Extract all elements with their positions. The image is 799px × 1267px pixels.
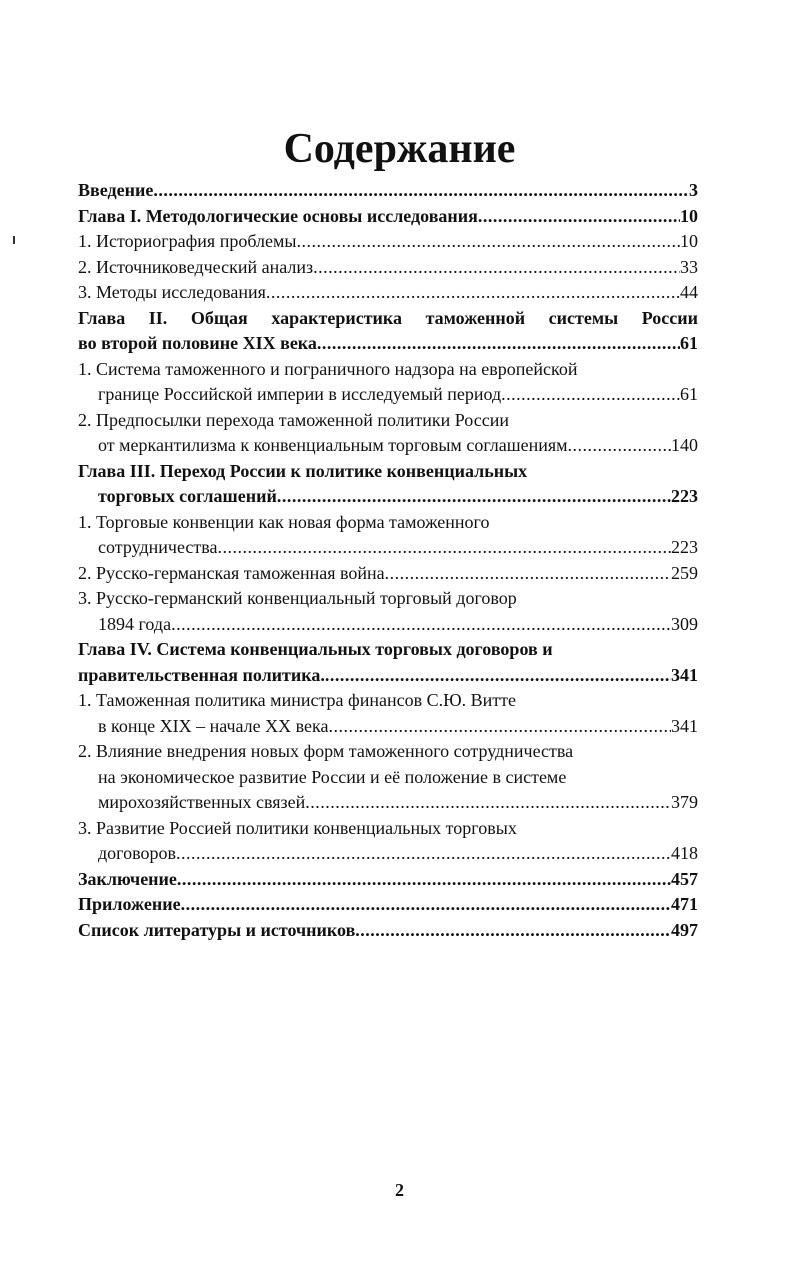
toc-chapter-3[interactable]	[78, 459, 698, 510]
toc-entry-label-cont: мирохозяйственных связей	[98, 792, 306, 812]
leader-dots	[385, 561, 671, 587]
leader-dots	[153, 178, 689, 204]
toc-entry-label: Заключение	[78, 868, 177, 889]
toc-entry-label: 1. Таможенная политика министра финансов С.Ю. Витте	[78, 690, 516, 710]
toc-entry-label: 3. Методы исследования	[78, 282, 266, 302]
leader-dots	[317, 331, 680, 357]
leader-dots	[325, 663, 671, 689]
toc-page-number: 341	[671, 715, 698, 736]
toc-entry-label-cont: сотрудничества	[98, 537, 218, 557]
leader-dots	[277, 484, 671, 510]
toc-page-number: 223	[671, 537, 698, 557]
toc-entry-label-cont: в конце XIX – начале XX века	[98, 715, 329, 736]
toc-entry-label-cont: от меркантилизма к конвенциальным торговым соглашениям	[98, 435, 568, 455]
toc-section-3-3[interactable]	[78, 586, 698, 637]
toc-entry-label: 2. Источниковедческий анализ	[78, 256, 314, 277]
toc-chapter-4[interactable]	[78, 637, 698, 688]
toc-section-3-2[interactable]	[78, 561, 698, 587]
toc-entry-label: 1. Система таможенного и пограничного надзора на европейской	[78, 358, 578, 379]
toc-chapter-2[interactable]	[78, 306, 698, 357]
toc-entry-label: 1. Историография проблемы	[78, 231, 297, 251]
toc-entry-intro[interactable]	[78, 178, 698, 204]
toc-page-number: 309	[671, 613, 698, 634]
toc-page-number: 3	[689, 180, 698, 200]
toc-entry-conclusion[interactable]	[78, 867, 698, 893]
toc-entry-label-cont: 1894 года	[98, 613, 172, 634]
leader-dots	[297, 229, 681, 255]
toc-entry-label: 3. Русско-германский конвенциальный торговый договор	[78, 588, 517, 608]
leader-dots	[313, 255, 680, 281]
page-number: 2	[395, 1180, 404, 1200]
toc-entry-label-cont: договоров	[98, 843, 176, 863]
toc-section-4-3[interactable]	[78, 816, 698, 867]
toc-entry-label: 2. Влияние внедрения новых форм таможенного сотрудничества	[78, 741, 574, 761]
toc-entry-label: 1. Торговые конвенции как новая форма таможенного	[78, 511, 490, 532]
table-of-contents	[78, 178, 698, 943]
toc-entry-label: Приложение	[78, 894, 181, 914]
toc-chapter-1[interactable]	[78, 204, 698, 230]
toc-page-number: 33	[680, 256, 698, 277]
toc-entry-label: Глава III. Переход России к политике конвенциальных	[78, 460, 528, 481]
toc-section-2-2[interactable]	[78, 408, 698, 459]
toc-page-number: 44	[680, 282, 698, 302]
leader-dots	[568, 433, 671, 459]
toc-page-number: 471	[671, 894, 698, 914]
toc-page-number: 140	[671, 435, 698, 455]
toc-section-1-2[interactable]	[78, 255, 698, 281]
leader-dots	[177, 867, 671, 893]
toc-page-number: 418	[671, 843, 698, 863]
toc-entry-appendix[interactable]	[78, 892, 698, 918]
leader-dots	[181, 892, 671, 918]
toc-entry-label: Список литературы и источников	[78, 919, 356, 940]
scan-speck	[13, 236, 15, 244]
toc-page-number: 223	[671, 486, 698, 506]
toc-entry-label: 2. Предпосылки перехода таможенной политики России	[78, 409, 509, 430]
toc-entry-label-cont: торговых соглашений	[98, 486, 277, 506]
leader-dots	[266, 280, 680, 306]
toc-entry-label: 2. Русско-германская таможенная война	[78, 562, 385, 583]
toc-page-number: 10	[680, 231, 698, 251]
toc-section-3-1[interactable]	[78, 510, 698, 561]
toc-page-number: 259	[671, 562, 698, 583]
leader-dots	[305, 790, 671, 816]
toc-entry-label: 3. Развитие Россией политики конвенциальных торговых	[78, 817, 517, 838]
toc-entry-bibliography[interactable]	[78, 918, 698, 944]
toc-entry-label-cont: во второй половине XIX века	[78, 333, 317, 353]
leader-dots	[176, 841, 671, 867]
toc-page-number: 457	[671, 868, 698, 889]
toc-section-2-1[interactable]	[78, 357, 698, 408]
toc-page-number: 61	[680, 384, 698, 404]
toc-section-4-1[interactable]	[78, 688, 698, 739]
toc-page-number: 341	[671, 664, 698, 685]
toc-section-1-3[interactable]	[78, 280, 698, 306]
toc-entry-label: Глава II. Общая характеристика таможенной системы России	[78, 307, 698, 328]
toc-section-1-1[interactable]	[78, 229, 698, 255]
leader-dots	[355, 918, 671, 944]
toc-entry-label: Глава IV. Система конвенциальных торговых договоров и	[78, 639, 553, 659]
toc-page-number: 379	[671, 792, 698, 812]
toc-page-number: 61	[680, 333, 698, 353]
leader-dots	[478, 204, 680, 230]
toc-entry-label-cont: правительственная политика.	[78, 664, 325, 685]
leader-dots	[329, 714, 672, 740]
toc-entry-label-cont: на экономическое развитие России и её положение в системе	[98, 766, 567, 787]
leader-dots	[171, 612, 671, 638]
toc-entry-label: Введение	[78, 180, 154, 200]
page-title: Содержание	[283, 126, 516, 173]
toc-entry-label-cont: границе Российской империи в исследуемый период	[98, 384, 502, 404]
leader-dots	[218, 535, 672, 561]
toc-page-number: 497	[671, 919, 698, 940]
toc-page-number: 10	[680, 205, 698, 226]
toc-section-4-2[interactable]	[78, 739, 698, 816]
toc-entry-label: Глава I. Методологические основы исследования	[78, 205, 478, 226]
leader-dots	[501, 382, 680, 408]
